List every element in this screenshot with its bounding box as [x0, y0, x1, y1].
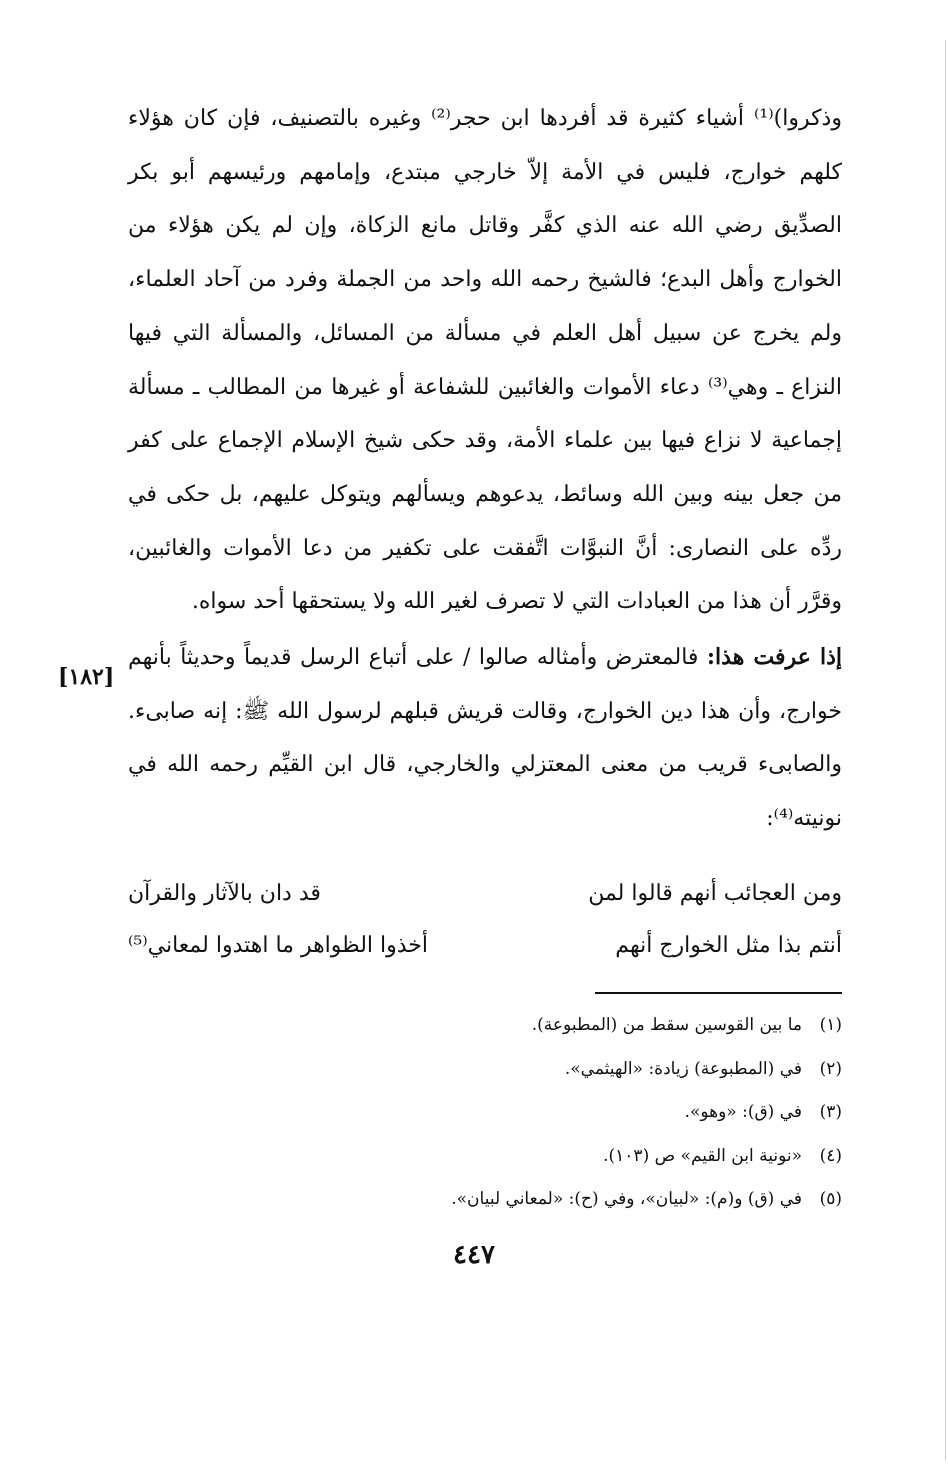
- footnote-text: في (ق): «وهو».: [684, 1102, 802, 1122]
- verse-line: [128, 920, 842, 972]
- footnote-number: (١): [819, 1015, 842, 1035]
- verse-first-hemistich: أنتم بذا مثل الخوارج أنهم: [615, 933, 842, 958]
- verse-line: [128, 868, 842, 920]
- verse-second-hemistich: أخذوا الظواهر ما اهتدوا لمعاني⁽⁵⁾: [128, 933, 429, 958]
- verse-second-hemistich: قد دان بالآثار والقرآن: [128, 881, 321, 906]
- verse-first-hemistich: ومن العجائب أنهم قالوا لمن: [588, 881, 842, 906]
- footnote: [300, 1091, 842, 1135]
- scan-edge-line: [945, 40, 946, 1460]
- footnote-text: «نونية ابن القيم» ص (١٠٣).: [603, 1145, 802, 1166]
- footnote-number: (٢): [819, 1058, 842, 1079]
- paragraph-1: وذكروا)⁽¹⁾ أشياء كثيرة قد أفردها ابن حجر⁽²⁾ وغيره بالتصنيف، فإن كان هؤلاء كلهم خوارج، فليس في الأمة إلاّ خارجي مبتدع، وإمامهم ورئيسهم أبو بكر الصدِّيق رضي الله عنه الذي كفَّر وقاتل مانع الزكاة، وإن لم يكن هؤلاء من الخوارج وأهل البدع؛ فالشيخ رحمه الله واحد من الجملة وفرد من آحاد العلماء، ولم يخرج عن سبيل أهل العلم في مسألة من المسائل، والمسألة التي فيها النزاع ـ وهي⁽³⁾ دعاء الأموات والغائبين للشفاعة أو غيرها من المطالب ـ مسألة إجماعية لا نزاع فيها بين علماء الأمة، وقد حكى شيخ الإسلام الإجماع على كفر من جعل بينه وبين الله وسائط، يدعوهم ويسألهم ويتوكل عليهم، بل حكى في ردِّه على النصارى: أنَّ النبوَّات اتَّفقت على تكفير من دعا الأموات والغائبين، وقرَّر أن هذا من العبادات التي لا تصرف لغير الله ولا يستحقها أحد سواه.: [128, 106, 843, 615]
- footnote-number: (٣): [819, 1102, 842, 1122]
- main-text: [128, 92, 842, 846]
- manuscript-folio-reference: [١٨٢]: [58, 664, 115, 690]
- footnotes: [300, 1004, 842, 1222]
- poetry-verses: [128, 868, 842, 972]
- footnote-text: في (المطبوعة) زيادة: «الهيثمي».: [564, 1058, 802, 1079]
- footnote-separator: [595, 992, 842, 994]
- paragraph-2-lead: إذا عرفت هذا:: [706, 644, 842, 671]
- footnote: [300, 1135, 842, 1179]
- footnote-text: في (ق) و(م): «لبيان»، وفي (ح): «لمعاني لبيان».: [451, 1189, 802, 1209]
- paragraph-2: [128, 631, 842, 846]
- paragraph-2-text: فالمعترض وأمثاله صالوا / على أتباع الرسل قديماً وحديثاً بأنهم خوارج، وأن هذا دين الخوارج، وقالت قريش قبلهم لرسول الله ﷺ: إنه صابىء. والصابىء قريب من معنى المعتزلي والخارجي، قال ابن القيِّم رحمه الله في نونيته⁽⁴⁾:: [128, 645, 842, 832]
- footnote: [300, 1178, 842, 1222]
- footnote-text: ما بين القوسين سقط من (المطبوعة).: [531, 1015, 802, 1035]
- footnote-number: (٥): [819, 1189, 842, 1209]
- page-number: ٤٤٧: [453, 1240, 495, 1270]
- footnote: [300, 1004, 842, 1048]
- footnote: [300, 1048, 842, 1092]
- footnote-number: (٤): [819, 1145, 842, 1166]
